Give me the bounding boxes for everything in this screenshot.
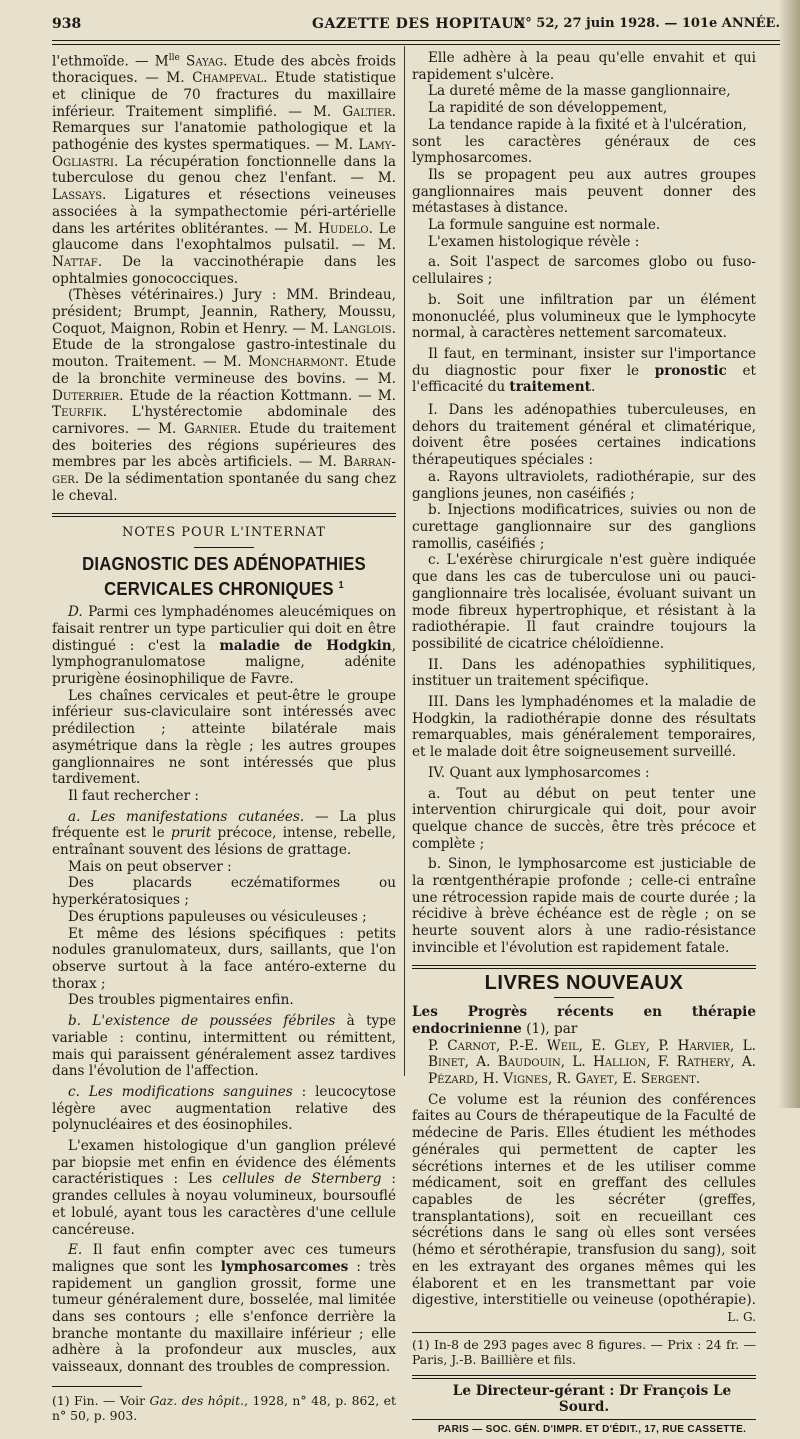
book-review: Ce volume est la réunion des conférences faites au Cours de thérapeutique de la Faculté de médecine de Paris. Elles étudient les méthodes générales qui permettent de capter les sécrétions internes et de les utiliser comme médicament, soit en greffant des cellules capables de les sécréter (greffes, transplantations), soit en recueillant ces sécrétions dans le sang où elles sont versées (hémo et sérothérapie, transfusion du sang), soit en les extrayant des organes mêmes qui les élaborent et en les transmettant par voie digestive, interstitielle ou veineuse (opothérapie).: [412, 1091, 756, 1309]
review-signature: L. G.: [727, 1309, 756, 1324]
director-line: Le Directeur-gérant : Dr François Le Sourd.: [452, 1382, 732, 1416]
treatment-2: II. Dans les adénopathies syphilitiques, instituer un traitement spécifique.: [412, 656, 756, 690]
page-number: 938: [52, 16, 82, 32]
column-divider: [404, 46, 405, 1076]
right-p6: Ils se propagent peu aux autres groupes ganglionnaires mais peuvent donner des métastases à distance.: [412, 166, 756, 217]
footer-rule-3: [412, 1419, 756, 1420]
section-rule-2: [52, 516, 396, 517]
section-rule: [52, 513, 396, 514]
right-p10: b. Soit une infiltration par un élément mononucléé, plus volumineux que le lymphocyte normal, à caractères nettement sarcomateux.: [412, 291, 756, 342]
right-p9: a. Soit l'aspect de sarcomes globo ou fuso-cellulaires ;: [412, 254, 756, 288]
footnote-rule: [52, 1386, 142, 1387]
right-p8: L'examen histologique révèle :: [428, 233, 640, 250]
treatment-3: III. Dans les lymphadénomes et la maladie de Hodgkin, la radiothérapie donne des résultats remarquables, mais généralement temporaires, et le malade doit être soigneusement surveillé.: [412, 694, 756, 761]
observation-4: Des troubles pigmentaires enfin.: [68, 992, 294, 1009]
observation-2: Des éruptions papuleuses ou vésiculeuses ;: [68, 908, 367, 925]
footer-rule: [412, 1375, 756, 1376]
kicker-rule: [194, 547, 254, 548]
right-p11: Il faut, en terminant, insister sur l'importance du diagnostic pour fixer le pronostic et l'efficacité du traitement.: [412, 345, 756, 396]
issue-info: N° 52, 27 juin 1928. — 101e ANNÉE.: [513, 16, 780, 31]
books-heading: LIVRES NOUVEAUX: [484, 971, 684, 994]
right-p3: La rapidité de son développement,: [428, 100, 668, 117]
page-edge: [778, 0, 800, 1108]
book-title: Les Progrès récents en thérapie endocrinienne (1), par: [412, 1004, 756, 1037]
article-para-search: Il faut rechercher :: [68, 787, 199, 804]
header-rule: [52, 40, 780, 41]
article-kicker: NOTES POUR L'INTERNAT: [122, 524, 326, 540]
treatment-1c: c. L'exérèse chirurgicale n'est guère indiquée que dans les cas de tuberculose uni ou pauci-ganglionnaire très localisée, évoluant suivant un mode fibreux hypertrophique, et résistant à la radiothérapie. Il faut craindre toujours la possibilité de cicatrice chéloïdienne.: [412, 552, 756, 652]
page-header: [52, 14, 780, 36]
treatment-4b: b. Sinon, le lymphosarcome est justiciable de la rœntgenthérapie profonde ; celle-ci entraîne une rétrocession rapide mais de courte durée ; la récidive à brève échéance est de règle ; on se heurte souvent alors à une radio-résistance invincible et l'évolution est rapidement fatale.: [412, 856, 756, 956]
observation-3: Et même des lésions spécifiques : petits nodules granulomateux, durs, saillants, que l'on observe surtout à la face antéro-externe du thorax ;: [52, 925, 396, 992]
books-heading-rule: [554, 997, 614, 998]
observations-intro: Mais on peut observer :: [68, 858, 232, 875]
theses-paragraph: l'ethmoïde. — $M^{lle}$ Sayag. Etude des abcès froids thoraciques. — M. Champeval. Etude statistique et clinique de 70 fractures du maxillaire inférieur. Traitement simplifié. — M. Galtier. Remarques sur l'anatomie pathologique et la pathogénie des kystes spermatiques. — M. Lamy-Ogliastri. La récupération fonctionnelle dans la tuberculose du genou chez l'enfant. — M. Lassays. Ligatures et résections veineuses associées à la sympathectomie péri-artérielle dans les artérites oblitérantes. — M. Hudelo. Le glaucome dans l'exophtalmos pulsatil. — M. Nattaf. De la vaccinothérapie dans les ophtalmies gonococciques.: [52, 53, 396, 287]
histology-paragraph: L'examen histologique d'un ganglion prélevé par biopsie met enfin en évidence des éléments caractéristiques : Les cellules de Sternberg : grandes cellules à noyau volumineux, boursouflé et lobulé, ayant tous les caractères d'une cellule cancéreuse.: [52, 1138, 396, 1238]
treatment-4: IV. Quant aux lymphosarcomes :: [428, 764, 650, 781]
treatment-1a: a. Rayons ultraviolets, radiothérapie, sur des ganglions jeunes, non caséifiés ;: [412, 468, 756, 502]
article-footnote: (1) Fin. — Voir Gaz. des hôpit., 1928, n° 48, p. 862, et n° 50, p. 903.: [52, 1392, 396, 1423]
lymphosarcoma-paragraph: E. Il faut enfin compter avec ces tumeurs malignes que sont les lymphosarcomes : très rapidement un ganglion grossit, forme une tumeur généralement dure, bosselée, mal limitée dans ses contours ; elle s'enfonce derrière la branche montante du maxillaire inférieur ; elle adhère à la profondeur aux muscles, aux vaisseaux, donnant des troubles de compression.: [52, 1242, 396, 1376]
right-p5: sont les caractères généraux de ces lymphosarcomes.: [412, 133, 756, 167]
printer-line: PARIS — SOC. GÉN. D'IMPR. ET D'ÉDIT., 17, RUE CASSETTE.: [437, 1424, 747, 1436]
treatment-1: I. Dans les adénopathies tuberculeuses, en dehors du traitement général et climatérique, doivent être posées certaines indications thérapeutiques spéciales :: [412, 402, 756, 469]
books-rule-2: [412, 968, 756, 969]
journal-title: GAZETTE DES HOPITAUX: [312, 16, 526, 32]
books-rule: [412, 965, 756, 966]
right-p7: La formule sanguine est normale.: [428, 217, 661, 234]
book-authors: P. Carnot, P.-E. Weil, E. Gley, P. Harvier, L. Binet, A. Baudouin, L. Hallion, F. Rathery, A. Pézard, H. Vignes, R. Gayet, E. Sergent.: [428, 1037, 756, 1088]
books-footnote-rule: [412, 1332, 756, 1333]
observation-1: Des placards eczématiformes ou hyperkératosiques ;: [52, 875, 396, 909]
left-column: [52, 50, 396, 1423]
right-p4: La tendance rapide à la fixité et à l'ulcération,: [428, 116, 747, 133]
book-footnote: (1) In-8 de 293 pages avec 8 figures. — Prix : 24 fr. — Paris, J.-B. Baillière et fils.: [412, 1336, 756, 1367]
treatment-1b: b. Injections modificatrices, suivies ou non de curettage ganglionnaire sur des ganglions ramollis, caséifiés ;: [412, 502, 756, 552]
treatment-4a: a. Tout au début on peut tenter une intervention chirurgicale qui doit, pour avoir quelque chance de succès, être très précoce et complète ;: [412, 785, 756, 852]
article-intro: D. Parmi ces lymphadénomes aleucémiques on faisait rentrer un type particulier qui doit en être distingué : c'est la maladie de Hodgkin, lymphogranulomatose maligne, adénite prurigène éosinophilique de Favre.: [52, 604, 396, 688]
right-p2: La dureté même de la masse ganglionnaire,: [428, 83, 731, 100]
item-a-cutaneous: a. Les manifestations cutanées. — La plus fréquente est le prurit précoce, intense, rebelle, entraînant souvent des lésions de grattage.: [52, 808, 396, 859]
header-rule-2: [52, 44, 780, 45]
article-title: DIAGNOSTIC DES ADÉNOPATHIES CERVICALES CHRONIQUES $^1$: [82, 554, 366, 600]
item-b-fever: b. L'existence de poussées fébriles à type variable : continu, intermittent ou rémittent, mais qui paraissent généralement assez tardives dans l'évolution de l'affection.: [52, 1013, 396, 1080]
footer-rule-2: [412, 1378, 756, 1379]
right-p1: Elle adhère à la peau qu'elle envahit et qui rapidement s'ulcère.: [412, 50, 756, 83]
item-c-blood: c. Les modifications sanguines : leucocytose légère avec augmentation relative des polynucléaires et des éosinophiles.: [52, 1083, 396, 1134]
article-para-chains: Les chaînes cervicales et peut-être le groupe inférieur sus-claviculaire sont intéressés avec prédilection ; atteinte bilatérale mais asymétrique dans la règle ; les autres groupes ganglionnaires ne sont intéressés que plus tardivement.: [52, 687, 396, 788]
theses-veterinaires-paragraph: (Thèses vétérinaires.) Jury : MM. Brindeau, président; Brumpt, Jeannin, Rathery, Moussu, Coquot, Maignon, Robin et Henry. — M. Langlois. Etude de la strongalose gastro-intestinale du mouton. Traitement. — M. Moncharmont. Etude de la bronchite vermineuse des bovins. — M. Duterrier. Etude de la réaction Kottmann. — M. Teurfik. L'hystérectomie abdominale des carnivores. — M. Garnier. Etude du traitement des boiteries des régions supérieures des membres par les abcès artificiels. — M. Barranger. De la sédimentation spontanée du sang chez le cheval.: [52, 287, 396, 504]
right-column: [412, 50, 756, 1439]
